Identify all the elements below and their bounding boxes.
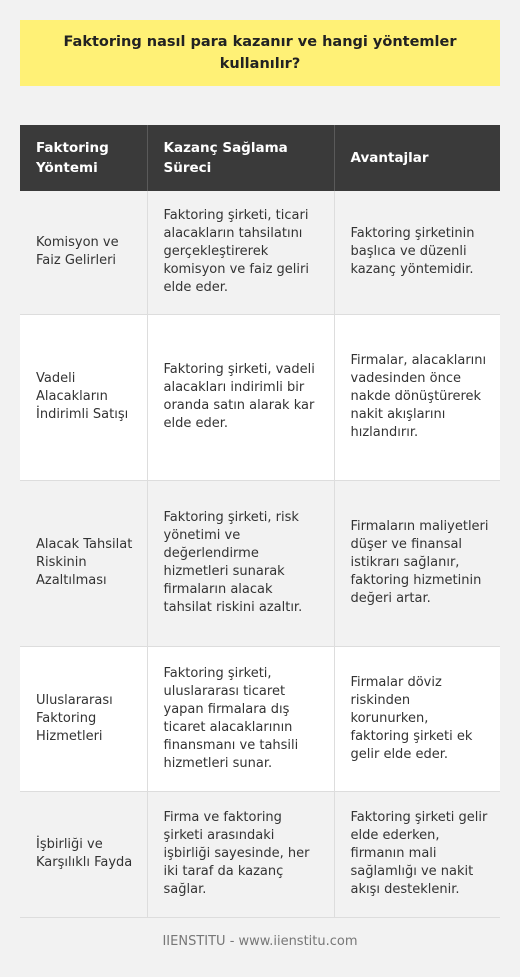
cell-process: Faktoring şirketi, vadeli alacakları indirimli bir oranda satın alarak kar elde eder.	[147, 314, 334, 480]
cell-method: Vadeli Alacakların İndirimli Satışı	[20, 314, 147, 480]
cell-method: Alacak Tahsilat Riskinin Azaltılması	[20, 480, 147, 646]
factoring-table	[20, 125, 500, 918]
table-header-row	[20, 125, 500, 191]
header-process: Kazanç Sağlama Süreci	[147, 125, 334, 191]
cell-advantages: Faktoring şirketi gelir elde ederken, firmanın mali sağlamlığı ve nakit akışı desteklenir.	[334, 791, 500, 917]
cell-process: Faktoring şirketi, risk yönetimi ve değerlendirme hizmetleri sunarak firmaların alacak tahsilat riskini azaltır.	[147, 480, 334, 646]
cell-process: Faktoring şirketi, ticari alacakların tahsilatını gerçekleştirerek komisyon ve faiz geliri elde eder.	[147, 191, 334, 314]
cell-process: Firma ve faktoring şirketi arasındaki işbirliği sayesinde, her iki taraf da kazanç sağlar.	[147, 791, 334, 917]
cell-advantages: Firmalar, alacaklarını vadesinden önce nakde dönüştürerek nakit akışlarını hızlandırır.	[334, 314, 500, 480]
cell-process: Faktoring şirketi, uluslararası ticaret yapan firmalara dış ticaret alacaklarının finansmanı ve tahsili hizmetleri sunar.	[147, 646, 334, 791]
table-row	[20, 480, 500, 646]
cell-advantages: Firmaların maliyetleri düşer ve finansal istikrarı sağlanır, faktoring hizmetinin değeri artar.	[334, 480, 500, 646]
table-row	[20, 791, 500, 917]
cell-advantages: Faktoring şirketinin başlıca ve düzenli kazanç yöntemidir.	[334, 191, 500, 314]
header-advantages: Avantajlar	[334, 125, 500, 191]
header-method: Faktoring Yöntemi	[20, 125, 147, 191]
title-banner	[20, 20, 500, 86]
page-title: Faktoring nasıl para kazanır ve hangi yöntemler kullanılır?	[63, 34, 457, 72]
table-row	[20, 314, 500, 480]
cell-method: Komisyon ve Faiz Gelirleri	[20, 191, 147, 314]
footer-credit: IIENSTITU - www.iienstitu.com	[162, 934, 358, 949]
table-row	[20, 646, 500, 791]
cell-method: İşbirliği ve Karşılıklı Fayda	[20, 791, 147, 917]
cell-method: Uluslararası Faktoring Hizmetleri	[20, 646, 147, 791]
cell-advantages: Firmalar döviz riskinden korunurken, faktoring şirketi ek gelir elde eder.	[334, 646, 500, 791]
table-row	[20, 191, 500, 314]
